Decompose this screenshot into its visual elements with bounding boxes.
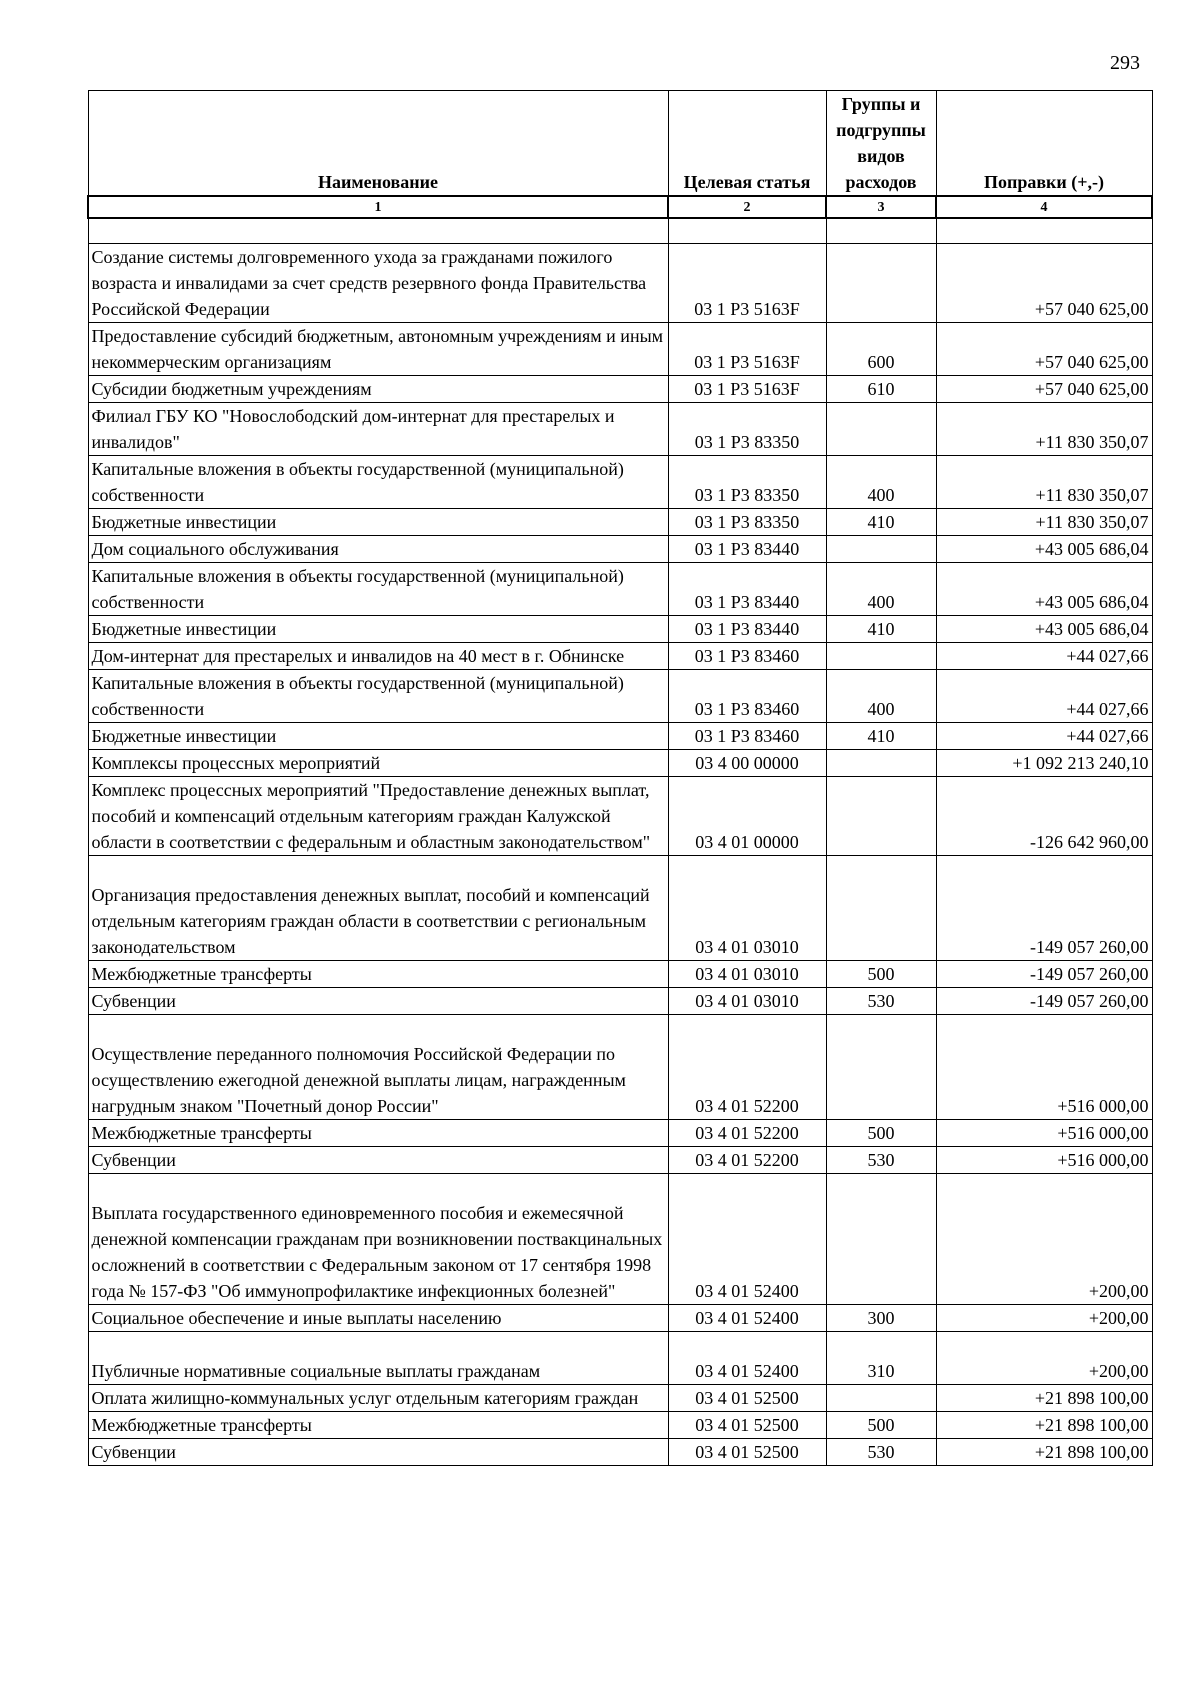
row-expense-group [826,750,936,777]
row-name-text: Филиал ГБУ КО "Новослободский дом-интернат для престарелых и инвалидов" [91,406,615,452]
row-target-article: 03 4 01 00000 [668,777,826,856]
table-row [88,1305,1152,1332]
row-name [88,1174,668,1305]
row-name-text: Оплата жилищно-коммунальных услуг отдельным категориям граждан [91,1388,639,1408]
row-amendment: +516 000,00 [936,1147,1152,1174]
row-target-article: 03 4 01 52400 [668,1174,826,1305]
row-name [88,1015,668,1120]
table-row [88,563,1152,616]
row-amendment: +57 040 625,00 [936,323,1152,376]
table-row [88,536,1152,563]
row-name-text: Капитальные вложения в объекты государственной (муниципальной) собственности [91,566,624,612]
row-expense-group: 410 [826,509,936,536]
row-target-article: 03 4 01 52200 [668,1120,826,1147]
row-target-article: 03 1 Р3 83350 [668,509,826,536]
row-amendment: +44 027,66 [936,643,1152,670]
row-name [88,670,668,723]
row-amendment: +43 005 686,04 [936,616,1152,643]
row-expense-group: 400 [826,563,936,616]
row-name-text: Комплекс процессных мероприятий "Предоставление денежных выплат, пособий и компенсаций отдельным категориям граждан Калужской области в соответствии с федеральным и областным законодательством" [91,780,651,852]
row-expense-group: 610 [826,376,936,403]
row-amendment: +516 000,00 [936,1015,1152,1120]
page-number: 293 [1110,52,1140,74]
row-name-text: Межбюджетные трансферты [91,964,312,984]
row-amendment: +200,00 [936,1332,1152,1385]
row-name-text: Публичные нормативные социальные выплаты гражданам [91,1361,541,1381]
row-name-text: Комплексы процессных мероприятий [91,753,381,773]
table-row [88,777,1152,856]
row-amendment: +57 040 625,00 [936,244,1152,323]
row-name [88,988,668,1015]
row-amendment: +43 005 686,04 [936,563,1152,616]
row-name [88,643,668,670]
table-row [88,1412,1152,1439]
row-target-article: 03 1 Р3 83460 [668,643,826,670]
row-name [88,856,668,961]
table-header [88,91,1152,219]
row-name [88,750,668,777]
table-row [88,403,1152,456]
row-name-text: Создание системы долговременного ухода за гражданами пожилого возраста и инвалидами за счет средств резервного фонда Правительства Российской Федерации [91,247,647,319]
row-name-text: Бюджетные инвестиции [91,726,277,746]
header-num-4: 4 [936,196,1152,218]
row-name [88,1147,668,1174]
header-amendments: Поправки (+,-) [936,91,1152,197]
row-name [88,961,668,988]
row-name [88,616,668,643]
row-target-article: 03 1 Р3 83460 [668,670,826,723]
table-row [88,456,1152,509]
row-target-article: 03 1 Р3 83350 [668,403,826,456]
row-name [88,509,668,536]
table-row [88,1385,1152,1412]
row-expense-group: 400 [826,456,936,509]
row-expense-group [826,643,936,670]
table-row [88,1174,1152,1305]
table-body [88,218,1152,1466]
spacer-row [88,218,1152,244]
table-row [88,1439,1152,1466]
row-amendment: +44 027,66 [936,723,1152,750]
table-row [88,670,1152,723]
row-name-text: Бюджетные инвестиции [91,512,277,532]
row-expense-group [826,1015,936,1120]
row-name [88,536,668,563]
row-expense-group [826,536,936,563]
row-amendment: +57 040 625,00 [936,376,1152,403]
row-amendment: +11 830 350,07 [936,509,1152,536]
row-target-article: 03 4 01 52500 [668,1385,826,1412]
table-row [88,988,1152,1015]
table-row [88,376,1152,403]
row-target-article: 03 1 Р3 83440 [668,536,826,563]
row-name-text: Капитальные вложения в объекты государственной (муниципальной) собственности [91,673,624,719]
row-target-article: 03 4 01 03010 [668,961,826,988]
table-row [88,643,1152,670]
row-name-text: Предоставление субсидий бюджетным, автономным учреждениям и иным некоммерческим организациям [91,326,664,372]
table-row [88,961,1152,988]
header-num-3: 3 [826,196,936,218]
row-name-text: Субсидии бюджетным учреждениям [91,379,372,399]
row-expense-group [826,1385,936,1412]
row-amendment: +21 898 100,00 [936,1439,1152,1466]
row-expense-group [826,403,936,456]
row-name-text: Социальное обеспечение и иные выплаты населению [91,1308,502,1328]
table-row [88,244,1152,323]
row-target-article: 03 4 01 52500 [668,1439,826,1466]
row-name [88,1412,668,1439]
row-expense-group: 600 [826,323,936,376]
row-name [88,456,668,509]
table-row [88,1015,1152,1120]
row-amendment: +21 898 100,00 [936,1412,1152,1439]
row-name-text: Субвенции [91,991,176,1011]
row-name-text: Межбюджетные трансферты [91,1123,312,1143]
row-expense-group [826,856,936,961]
row-target-article: 03 1 Р3 5163F [668,244,826,323]
row-expense-group: 400 [826,670,936,723]
header-num-2: 2 [668,196,826,218]
row-amendment: +1 092 213 240,10 [936,750,1152,777]
row-expense-group: 410 [826,616,936,643]
row-target-article: 03 4 01 52400 [668,1332,826,1385]
row-target-article: 03 4 01 03010 [668,856,826,961]
row-target-article: 03 4 01 03010 [668,988,826,1015]
row-name [88,403,668,456]
row-name [88,1439,668,1466]
row-name-text: Бюджетные инвестиции [91,619,277,639]
row-target-article: 03 1 Р3 5163F [668,376,826,403]
row-amendment: +11 830 350,07 [936,456,1152,509]
row-amendment: +516 000,00 [936,1120,1152,1147]
row-amendment: +21 898 100,00 [936,1385,1152,1412]
row-name-text: Межбюджетные трансферты [91,1415,312,1435]
table-row [88,723,1152,750]
table-row [88,1120,1152,1147]
row-name [88,323,668,376]
table-row [88,509,1152,536]
table-row [88,1332,1152,1385]
table-row [88,856,1152,961]
budget-amendments-table [87,90,1153,1466]
row-amendment: +44 027,66 [936,670,1152,723]
row-name-text: Выплата государственного единовременного пособия и ежемесячной денежной компенсации гражданам при возникновении поствакцинальных осложнений в соответствии с Федеральным законом от 17 сентября 1998 года № 157-ФЗ "Об иммунопрофилактике инфекционных болезней" [91,1203,663,1301]
row-name-text: Капитальные вложения в объекты государственной (муниципальной) собственности [91,459,624,505]
header-target-article: Целевая статья [668,91,826,197]
row-target-article: 03 1 Р3 5163F [668,323,826,376]
row-name [88,1305,668,1332]
row-expense-group: 530 [826,1439,936,1466]
header-expense-groups: Группы и подгруппы видов расходов [826,91,936,197]
row-name [88,563,668,616]
row-amendment: -126 642 960,00 [936,777,1152,856]
row-name [88,1332,668,1385]
table-row [88,616,1152,643]
row-amendment: +11 830 350,07 [936,403,1152,456]
row-expense-group: 530 [826,988,936,1015]
row-target-article: 03 4 00 00000 [668,750,826,777]
row-name-text: Субвенции [91,1442,176,1462]
row-name-text: Осуществление переданного полномочия Российской Федерации по осуществлению ежегодной денежной выплаты лицам, награжденным нагрудным знаком "Почетный донор России" [91,1044,626,1116]
row-expense-group: 310 [826,1332,936,1385]
row-name-text: Субвенции [91,1150,176,1170]
row-expense-group: 300 [826,1305,936,1332]
row-name [88,777,668,856]
row-target-article: 03 4 01 52200 [668,1015,826,1120]
row-amendment: +200,00 [936,1305,1152,1332]
header-num-1: 1 [88,196,668,218]
row-name [88,376,668,403]
row-target-article: 03 4 01 52400 [668,1305,826,1332]
row-target-article: 03 1 Р3 83350 [668,456,826,509]
row-target-article: 03 1 Р3 83460 [668,723,826,750]
row-expense-group [826,244,936,323]
header-name: Наименование [88,91,668,197]
row-expense-group: 530 [826,1147,936,1174]
row-name-text: Дом-интернат для престарелых и инвалидов на 40 мест в г. Обнинске [91,646,625,666]
row-amendment: -149 057 260,00 [936,961,1152,988]
row-target-article: 03 4 01 52500 [668,1412,826,1439]
row-expense-group: 500 [826,1412,936,1439]
row-amendment: -149 057 260,00 [936,856,1152,961]
row-name-text: Дом социального обслуживания [91,539,339,559]
row-expense-group: 500 [826,961,936,988]
row-target-article: 03 4 01 52200 [668,1147,826,1174]
row-name [88,244,668,323]
row-expense-group: 500 [826,1120,936,1147]
table-row [88,323,1152,376]
row-expense-group [826,777,936,856]
table-row [88,1147,1152,1174]
row-amendment: +200,00 [936,1174,1152,1305]
row-target-article: 03 1 Р3 83440 [668,563,826,616]
row-expense-group: 410 [826,723,936,750]
row-target-article: 03 1 Р3 83440 [668,616,826,643]
row-expense-group [826,1174,936,1305]
table-row [88,750,1152,777]
row-name-text: Организация предоставления денежных выплат, пособий и компенсаций отдельным категориям граждан области в соответствии с региональным законодательством [91,885,650,957]
row-name [88,1385,668,1412]
row-amendment: -149 057 260,00 [936,988,1152,1015]
row-amendment: +43 005 686,04 [936,536,1152,563]
row-name [88,723,668,750]
row-name [88,1120,668,1147]
